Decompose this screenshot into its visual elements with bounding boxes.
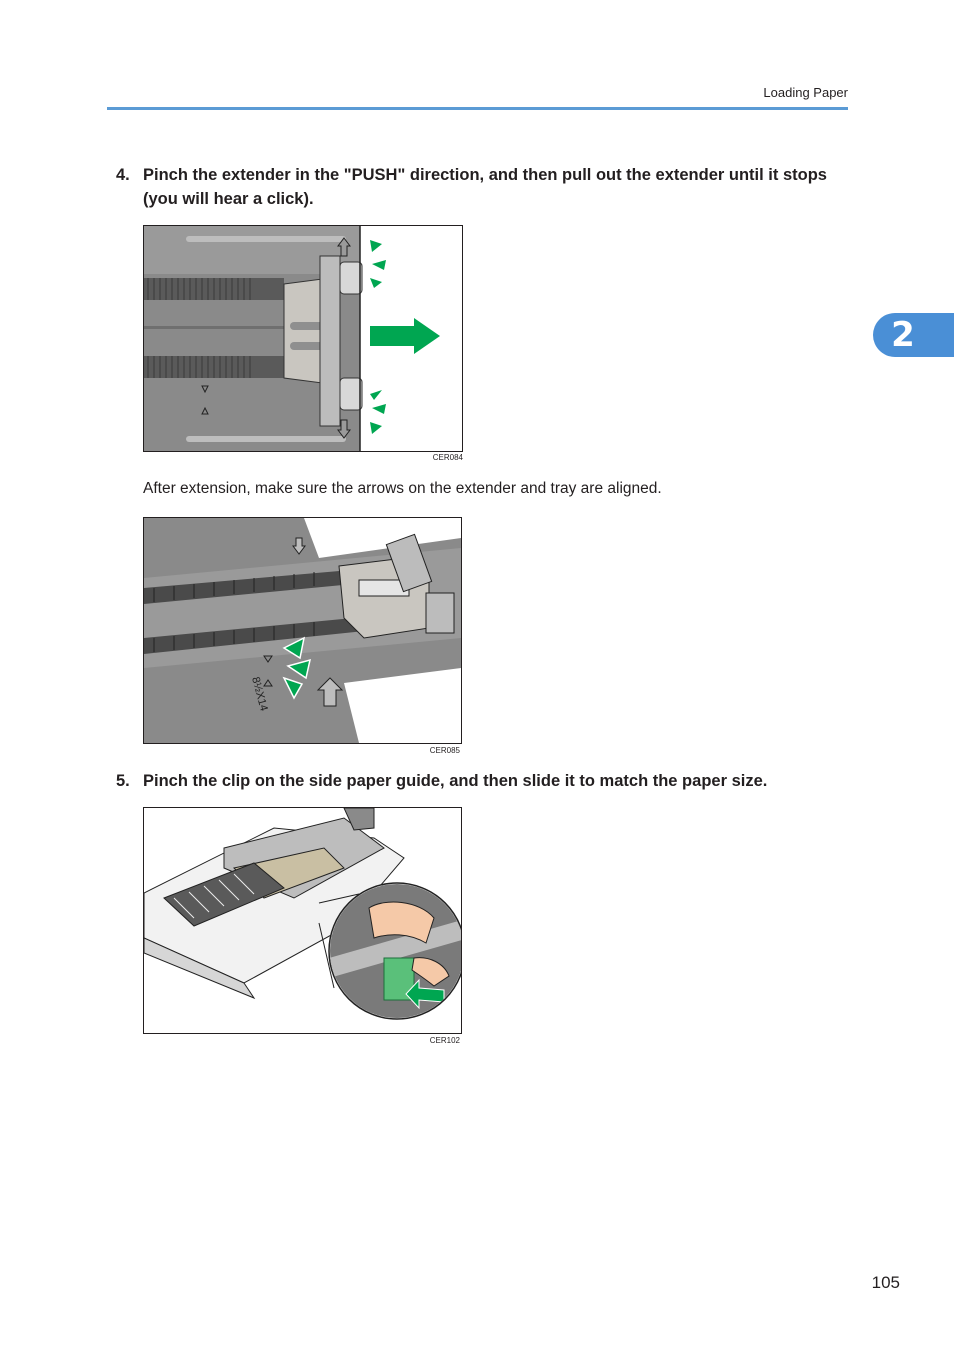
running-header: Loading Paper bbox=[763, 85, 848, 100]
step-4-number: 4. bbox=[116, 166, 130, 184]
figure-label-cer084: CER084 bbox=[432, 453, 463, 462]
step-5-number: 5. bbox=[116, 772, 130, 790]
header-rule bbox=[107, 107, 848, 110]
figure-label-cer102: CER102 bbox=[429, 1036, 460, 1045]
step-4-line-2: (you will hear a click). bbox=[143, 190, 314, 208]
pull-direction-arrow-icon bbox=[370, 318, 440, 354]
figure-extender-aligned bbox=[143, 517, 462, 744]
extender-aligned-illustration bbox=[144, 518, 461, 743]
step-5-text: Pinch the clip on the side paper guide, and then slide it to match the paper size. bbox=[143, 772, 768, 790]
chapter-number: 2 bbox=[891, 315, 915, 355]
paper-size-marking: 8½X14 bbox=[249, 675, 270, 713]
side-guide-illustration bbox=[144, 808, 461, 1033]
figure-side-guide-clip bbox=[143, 807, 462, 1034]
step-4-line-1: Pinch the extender in the "PUSH" direction, and then pull out the extender until it stops bbox=[143, 166, 827, 184]
figure-extender-pull bbox=[143, 225, 463, 452]
green-arrows-top-icon bbox=[370, 240, 386, 288]
figure-label-cer085: CER085 bbox=[429, 746, 460, 755]
green-arrows-bottom-icon bbox=[370, 390, 386, 434]
step-4-text bbox=[143, 163, 843, 211]
alignment-note: After extension, make sure the arrows on the extender and tray are aligned. bbox=[143, 480, 662, 497]
extender-pull-illustration bbox=[144, 226, 462, 451]
page-number: 105 bbox=[871, 1273, 900, 1292]
